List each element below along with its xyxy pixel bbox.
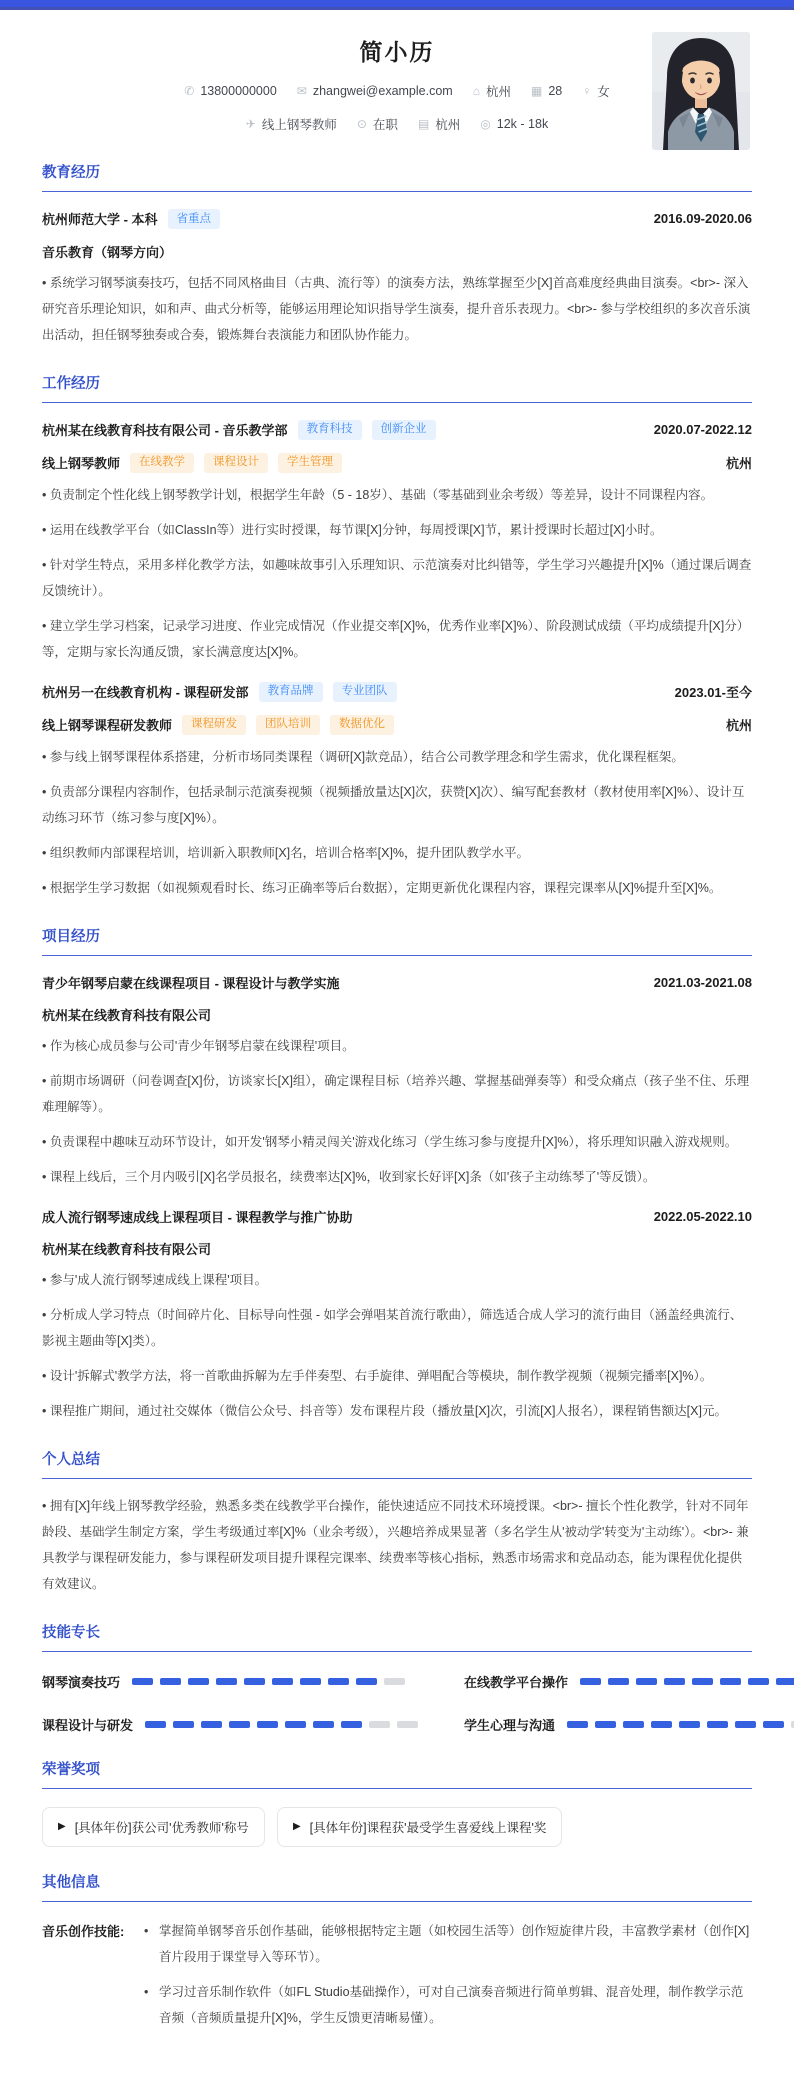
skill-bar-segment — [369, 1721, 390, 1728]
contact-item — [582, 82, 610, 100]
section-title: 其他信息 — [42, 1871, 752, 1902]
skill-bar-segment — [328, 1678, 349, 1685]
skill-bar-segment — [160, 1678, 181, 1685]
skill-bar-segment — [748, 1678, 769, 1685]
skill-bar-segment — [623, 1721, 644, 1728]
entry-subtitle: 杭州某在线教育科技有限公司 — [42, 1007, 212, 1023]
entry-header-row — [42, 1207, 752, 1226]
home-icon: ⌂ — [472, 84, 480, 98]
bullet-text: • 课程上线后，三个月内吸引[X]名学员报名，续费率达[X]%，收到家长好评[X]条（如'孩子主动练琴了'等反馈）。 — [42, 1170, 655, 1184]
contact-value: 线上钢琴教师 — [261, 118, 337, 132]
bullet-text: • 负责部分课程内容制作，包括录制示范演奏视频（视频播放量达[X]次，获赞[X]次）、编写配套教材（教材使用率[X]%）、设计互动练习环节（练习参与度[X]%）。 — [42, 785, 744, 825]
contact-item — [531, 84, 562, 98]
contact-item — [357, 115, 398, 133]
entry-date: 2023.01-至今 — [674, 685, 752, 701]
contact-value: zhangwei@example.com — [312, 84, 453, 98]
skill-bar-segment — [341, 1721, 362, 1728]
bullet-item — [42, 270, 752, 348]
skill-bar-segment — [384, 1678, 405, 1685]
bullet-item — [42, 840, 752, 866]
bullet-item — [42, 1398, 752, 1424]
gender-icon: ♀ — [582, 84, 592, 98]
play-icon: ▶ — [58, 1820, 66, 1832]
skill-bar-segment — [735, 1721, 756, 1728]
bullet-item — [42, 552, 752, 604]
section-title: 工作经历 — [42, 372, 752, 403]
entry — [42, 209, 752, 348]
contact-value: 28 — [548, 84, 563, 98]
bullet-item — [42, 517, 752, 543]
entry-header-row — [42, 242, 752, 261]
entry-tag: 省重点 — [168, 209, 221, 229]
skill-bar-segment — [145, 1721, 166, 1728]
info-label: 音乐创作技能: — [42, 1923, 125, 1939]
entry-date: 2021.03-2021.08 — [653, 974, 752, 990]
entry-tag: 学生管理 — [278, 453, 342, 473]
bullet-item — [42, 1267, 752, 1293]
skill-bar-segment — [201, 1721, 222, 1728]
bullet-text: • 负责课程中趣味互动环节设计，如开发'钢琴小精灵闯关'游戏化练习（学生练习参与度提升[X]%），将乐理知识融入游戏规则。 — [42, 1135, 737, 1149]
award-text: [具体年份]课程获'最受学生喜爱线上课程'奖 — [309, 1820, 547, 1835]
entry-title: 青少年钢琴启蒙在线课程项目 - 课程设计与教学实施 — [42, 975, 340, 991]
bullet-item — [42, 779, 752, 831]
top-accent-bar — [0, 0, 794, 10]
bullet-item — [42, 1164, 752, 1190]
entry-tag: 专业团队 — [333, 682, 397, 702]
bullet-text: • 建立学生学习档案，记录学习进度、作业完成情况（作业提交率[X]%，优秀作业率[X]%）、阶段测试成绩（平均成绩提升[X]分）等，定期与家长沟通反馈，家长满意度达[X]%。 — [42, 619, 749, 659]
bullet-text: • 根据学生学习数据（如视频观看时长、练习正确率等后台数据），定期更新优化课程内容，课程完课率从[X]%提升至[X]%。 — [42, 881, 721, 895]
entry-tag: 课程设计 — [204, 453, 268, 473]
entry-header-row — [42, 1005, 752, 1024]
skill-bar-segment — [679, 1721, 700, 1728]
entry-tag: 数据优化 — [330, 715, 394, 735]
job-status-icon: ⊙ — [356, 117, 367, 131]
email-icon: ✉ — [296, 84, 307, 98]
play-icon: ▶ — [292, 1820, 301, 1832]
resume-header — [0, 10, 794, 137]
entry-tag: 课程研发 — [182, 715, 246, 735]
section-projects — [42, 901, 752, 1424]
bullet-text: • 负责制定个性化线上钢琴教学计划，根据学生年龄（5 - 18岁）、基础（零基础到业余考级）等差异，设计不同课程内容。 — [42, 488, 713, 502]
bullet-item — [42, 1302, 752, 1354]
bullet-item — [42, 1129, 752, 1155]
skills-grid — [42, 1672, 752, 1734]
bullet-item — [42, 1363, 752, 1389]
job-intention-icon: ✈ — [245, 117, 256, 131]
skill-bar-segment — [595, 1721, 616, 1728]
section-work — [42, 348, 752, 901]
awards-list — [42, 1807, 752, 1847]
contact-item — [473, 82, 511, 100]
contact-item — [246, 115, 337, 133]
entry-tag: 教育品牌 — [259, 682, 323, 702]
skill-bar-segment — [580, 1678, 601, 1685]
skill-bar-segment — [216, 1678, 237, 1685]
bullet-item — [42, 1033, 752, 1059]
skill-name: 课程设计与研发 — [42, 1717, 134, 1733]
bullet-dot-icon: • — [144, 1923, 149, 1938]
bullet-item — [144, 1918, 752, 1970]
bullet-text: • 前期市场调研（问卷调查[X]份，访谈家长[X]组），确定课程目标（培养兴趣、掌握基础弹奏等）和受众痛点（孩子坐不住、乐理难理解等）。 — [42, 1074, 749, 1114]
award-chip — [277, 1807, 562, 1847]
entry-date: 2016.09-2020.06 — [653, 211, 752, 227]
candidate-name: 简小历 — [359, 39, 435, 65]
entry-date: 2022.05-2022.10 — [653, 1208, 752, 1224]
award-text: [具体年份]获公司'优秀教师'称号 — [74, 1820, 249, 1835]
entry-tag: 团队培训 — [256, 715, 320, 735]
contact-value: 女 — [597, 85, 610, 99]
bullet-text: • 拥有[X]年线上钢琴教学经验，熟悉多类在线教学平台操作，能快速适应不同技术环境授课。<br>- 擅长个性化教学，针对不同年龄段、基础学生制定方案，学生考级通过率[X]%（业余考级），兴趣培养成果显著（多名学生从'被动学'转变为'主动练'）。<br>- 兼具教学与课程研发能力，参与课程研发项目提升课程完课率、续费率等核心指标，熟悉市场需求和竞品动态，能为课程优化提供有效建议。 — [42, 1499, 749, 1591]
skill-bar-segment — [707, 1721, 728, 1728]
bullet-item — [42, 1068, 752, 1120]
entry-title: 杭州某在线教育科技有限公司 - 音乐教学部 — [42, 423, 288, 439]
section-title: 个人总结 — [42, 1448, 752, 1479]
entry-title: 杭州另一在线教育机构 - 课程研发部 — [42, 685, 249, 701]
skill-item — [464, 1672, 794, 1691]
bullet-item — [42, 613, 752, 665]
skill-item — [42, 1672, 418, 1691]
bullet-text: • 系统学习钢琴演奏技巧，包括不同风格曲目（古典、流行等）的演奏方法，熟练掌握至少[X]首高难度经典曲目演奏。<br>- 深入研究音乐理论知识，如和声、曲式分析等，能够运用理论知识指导学生演奏，提升音乐表现力。<br>- 参与学校组织的多次音乐演出活动，担任钢琴独奏或合奏，锻炼舞台表演能力和团队协作能力。 — [42, 276, 750, 342]
entry-header-row — [42, 715, 752, 735]
bullet-item — [42, 744, 752, 770]
skill-bar-segment — [720, 1678, 741, 1685]
salary-icon: ◎ — [480, 117, 491, 131]
skill-name: 在线教学平台操作 — [464, 1674, 569, 1690]
bullet-item — [144, 1979, 752, 2031]
contact-value: 在职 — [372, 118, 398, 132]
skill-bar — [132, 1678, 405, 1685]
skill-bar-segment — [132, 1678, 153, 1685]
bullet-item — [42, 1493, 752, 1597]
age-icon: ▦ — [530, 84, 543, 98]
phone-icon: ✆ — [184, 84, 195, 98]
section-title: 技能专长 — [42, 1621, 752, 1652]
section-education — [42, 137, 752, 348]
skill-bar-segment — [651, 1721, 672, 1728]
skill-bar-segment — [397, 1721, 418, 1728]
entry-tag: 创新企业 — [372, 420, 436, 440]
skill-bar-segment — [244, 1678, 265, 1685]
bullet-text: • 运用在线教学平台（如ClassIn等）进行实时授课，每节课[X]分钟，每周授课[X]节，累计授课时长超过[X]小时。 — [42, 523, 662, 537]
entry-subtitle: 音乐教育（钢琴方向） — [42, 244, 173, 260]
contact-value: 13800000000 — [200, 84, 277, 98]
bullet-text: • 针对学生特点，采用多样化教学方法，如趣味故事引入乐理知识、示范演奏对比纠错等，学生学习兴趣提升[X]%（通过课后调查反馈统计）。 — [42, 558, 751, 598]
skill-bar-segment — [173, 1721, 194, 1728]
bullet-text: • 参与'成人流行钢琴速成线上课程'项目。 — [42, 1273, 267, 1287]
entry — [42, 973, 752, 1190]
entry-location: 杭州 — [725, 456, 752, 472]
info-row — [42, 1918, 752, 2040]
award-chip — [42, 1807, 265, 1847]
skill-bar-segment — [776, 1678, 794, 1685]
bullet-text: • 作为核心成员参与公司'青少年钢琴启蒙在线课程'项目。 — [42, 1039, 355, 1053]
entry-header-row — [42, 973, 752, 992]
entry-subtitle: 线上钢琴课程研发教师 — [42, 718, 173, 734]
bullet-text: • 参与线上钢琴课程体系搭建，分析市场同类课程（调研[X]款竞品），结合公司教学理念和学生需求，优化课程框架。 — [42, 750, 684, 764]
entry-header-row — [42, 420, 752, 440]
entry — [42, 682, 752, 901]
contact-item — [418, 115, 460, 133]
skill-bar-segment — [356, 1678, 377, 1685]
entry-subtitle: 杭州某在线教育科技有限公司 — [42, 1241, 212, 1257]
contact-item — [480, 117, 548, 131]
bullet-dot-icon: • — [144, 1984, 149, 1999]
profile-photo — [652, 32, 750, 150]
skill-bar-segment — [763, 1721, 784, 1728]
skill-bar — [567, 1721, 794, 1728]
skill-bar-segment — [608, 1678, 629, 1685]
entry-tag: 在线教学 — [130, 453, 194, 473]
skill-bar-segment — [229, 1721, 250, 1728]
city-icon: ▤ — [417, 117, 430, 131]
section-other — [42, 1847, 752, 2040]
skill-bar-segment — [300, 1678, 321, 1685]
skill-item — [464, 1715, 794, 1734]
skill-bar-segment — [692, 1678, 713, 1685]
bullet-text: 掌握简单钢琴音乐创作基础，能够根据特定主题（如校园生活等）创作短旋律片段，丰富教学素材（创作[X]首片段用于课堂导入等环节）。 — [159, 1923, 750, 1964]
skill-bar-segment — [188, 1678, 209, 1685]
entry-location: 杭州 — [725, 718, 752, 734]
section-awards — [42, 1734, 752, 1847]
entry-header-row — [42, 1239, 752, 1258]
bullet-text: • 分析成人学习特点（时间碎片化、目标导向性强 - 如学会弹唱某首流行歌曲），筛选适合成人学习的流行曲目（涵盖经典流行、影视主题曲等[X]类）。 — [42, 1308, 742, 1348]
contact-item — [184, 84, 277, 98]
skill-item — [42, 1715, 418, 1734]
entry-header-row — [42, 682, 752, 702]
section-summary — [42, 1424, 752, 1597]
bullet-text: 学习过音乐制作软件（如FL Studio基础操作），可对自己演奏音频进行简单剪辑、混音处理，制作教学示范音频（音频质量提升[X]%，学生反馈更清晰易懂）。 — [159, 1984, 744, 2025]
summary-block — [42, 1493, 752, 1597]
skill-bar — [580, 1678, 794, 1685]
contact-value: 杭州 — [435, 118, 461, 132]
skill-bar-segment — [257, 1721, 278, 1728]
skill-bar-segment — [285, 1721, 306, 1728]
contact-value: 12k - 18k — [496, 117, 549, 131]
skill-bar-segment — [272, 1678, 293, 1685]
entry-title: 成人流行钢琴速成线上课程项目 - 课程教学与推广协助 — [42, 1209, 353, 1225]
skill-bar-segment — [636, 1678, 657, 1685]
bullet-text: • 设计'拆解式'教学方法，将一首歌曲拆解为左手伴奏型、右手旋律、弹唱配合等模块，制作教学视频（视频完播率[X]%）。 — [42, 1369, 712, 1383]
profile-photo-illustration — [652, 32, 750, 150]
skill-bar-segment — [567, 1721, 588, 1728]
bullet-text: • 课程推广期间，通过社交媒体（微信公众号、抖音等）发布课程片段（播放量[X]次，引流[X]人报名），课程销售额达[X]元。 — [42, 1404, 727, 1418]
entry-header-row — [42, 453, 752, 473]
entry — [42, 420, 752, 665]
skill-name: 钢琴演奏技巧 — [42, 1674, 121, 1690]
contact-row-job — [42, 115, 752, 133]
bullet-text: • 组织教师内部课程培训，培训新入职教师[X]名，培训合格率[X]%，提升团队教学水平。 — [42, 846, 529, 860]
section-title: 项目经历 — [42, 925, 752, 956]
entry-tag: 教育科技 — [298, 420, 362, 440]
section-title: 教育经历 — [42, 161, 752, 192]
resume-body — [0, 137, 794, 2076]
entry-title: 杭州师范大学 - 本科 — [42, 212, 158, 228]
entry-subtitle: 线上钢琴教师 — [42, 456, 121, 472]
skill-bar-segment — [664, 1678, 685, 1685]
entry-header-row — [42, 209, 752, 229]
contact-item — [297, 84, 453, 98]
info-bullets — [144, 1918, 752, 2040]
bullet-item — [42, 482, 752, 508]
bullet-item — [42, 875, 752, 901]
entry-date: 2020.07-2022.12 — [653, 422, 752, 438]
skill-name: 学生心理与沟通 — [464, 1717, 556, 1733]
skill-bar-segment — [313, 1721, 334, 1728]
contact-value: 杭州 — [485, 85, 511, 99]
skill-bar — [145, 1721, 418, 1728]
contact-row-basic — [42, 82, 752, 100]
entry — [42, 1207, 752, 1424]
section-title: 荣誉奖项 — [42, 1758, 752, 1789]
section-skills — [42, 1597, 752, 1734]
